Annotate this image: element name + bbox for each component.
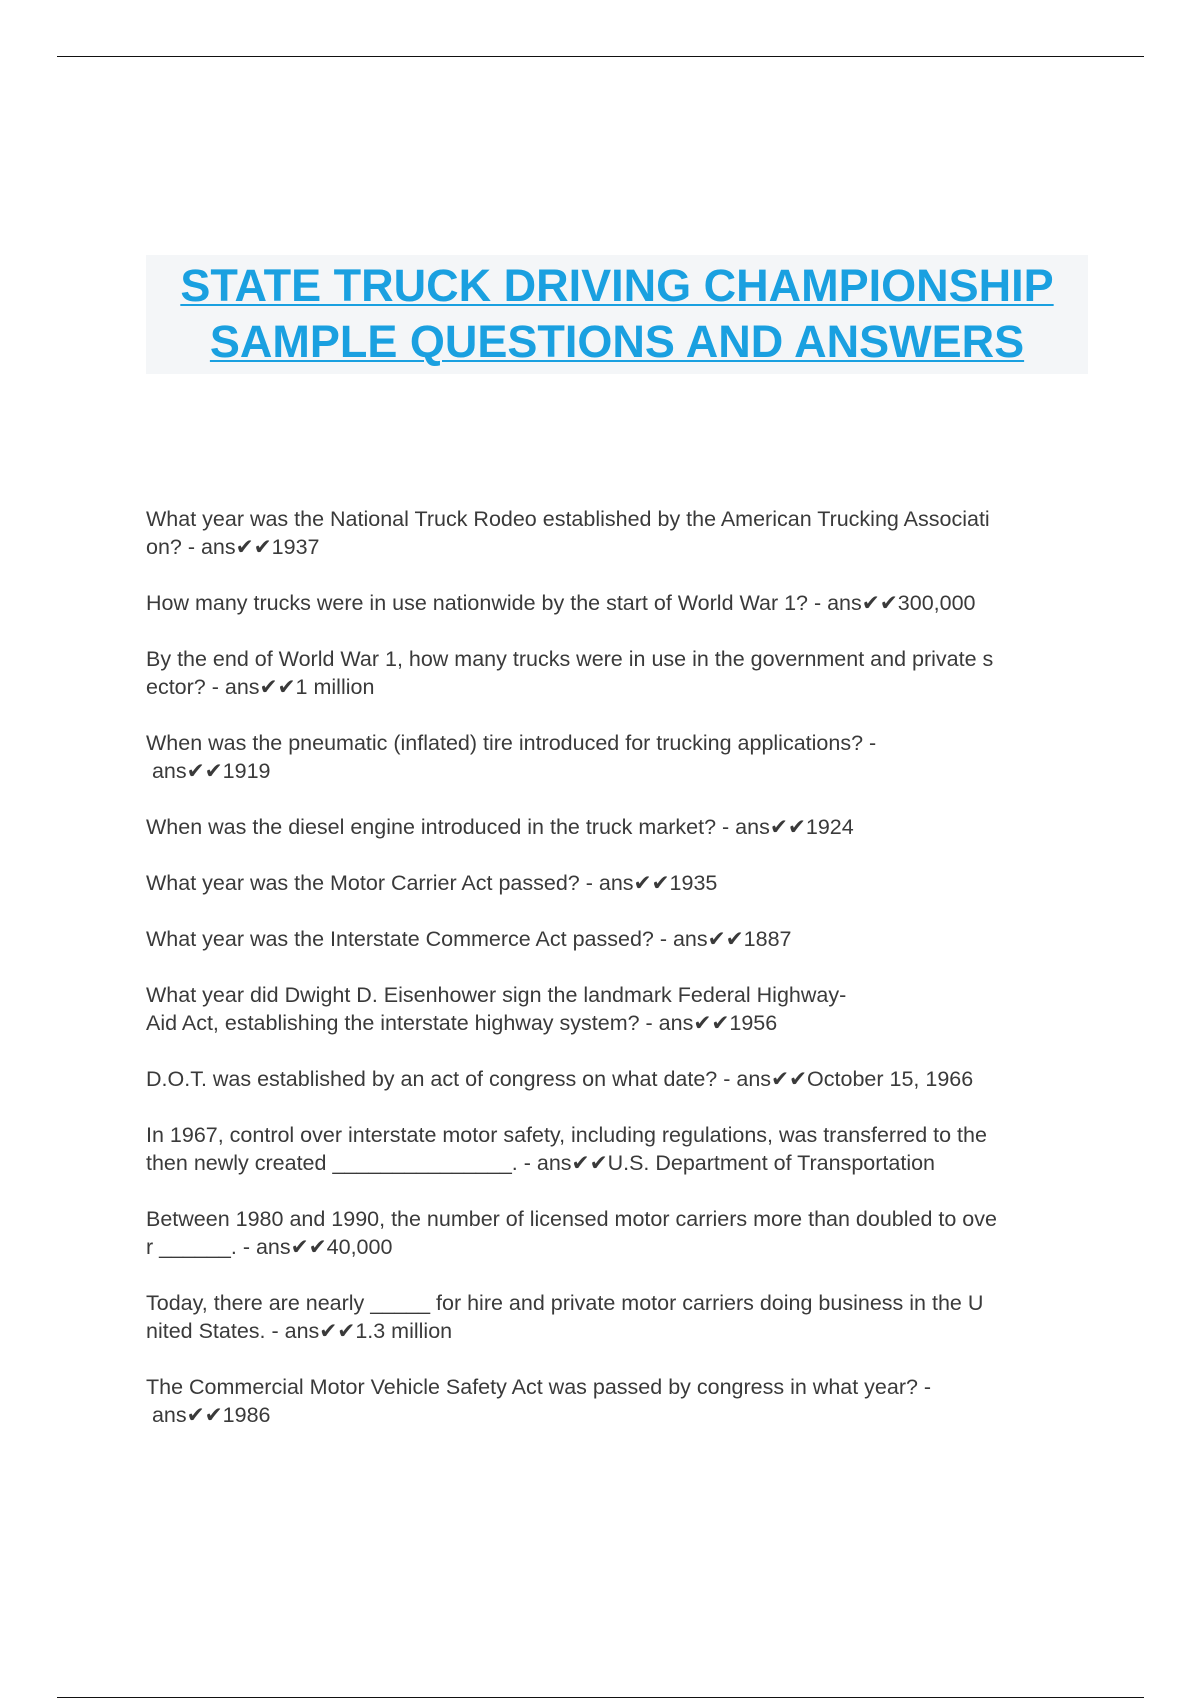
qa-line: When was the pneumatic (inflated) tire introduced for trucking applications? - xyxy=(146,731,877,755)
qa-line: Between 1980 and 1990, the number of licensed motor carriers more than doubled to ove xyxy=(146,1207,997,1231)
qa-item xyxy=(146,1121,1096,1177)
qa-line: Today, there are nearly _____ for hire and private motor carriers doing business in the U xyxy=(146,1291,984,1315)
qa-item xyxy=(146,1289,1096,1345)
bottom-rule xyxy=(57,1697,1144,1698)
qa-line: In 1967, control over interstate motor safety, including regulations, was transferred to the xyxy=(146,1123,987,1147)
qa-line: How many trucks were in use nationwide by the start of World War 1? - ans✔✔300,000 xyxy=(146,591,976,615)
qa-line: on? - ans✔✔1937 xyxy=(146,535,320,559)
qa-item xyxy=(146,645,1096,701)
qa-line: What year was the National Truck Rodeo established by the American Trucking Associati xyxy=(146,507,990,531)
qa-item xyxy=(146,589,1096,617)
qa-line: nited States. - ans✔✔1.3 million xyxy=(146,1319,453,1343)
qa-item xyxy=(146,869,1096,897)
qa-line: What year was the Motor Carrier Act passed? - ans✔✔1935 xyxy=(146,871,718,895)
qa-item xyxy=(146,925,1096,953)
qa-line: D.O.T. was established by an act of congress on what date? - ans✔✔October 15, 1966 xyxy=(146,1067,974,1091)
qa-item xyxy=(146,1205,1096,1261)
title-line-1: STATE TRUCK DRIVING CHAMPIONSHIP xyxy=(180,260,1054,311)
qa-line: r ______. - ans✔✔40,000 xyxy=(146,1235,393,1259)
qa-item xyxy=(146,729,1096,785)
qa-line: ector? - ans✔✔1 million xyxy=(146,675,375,699)
top-rule xyxy=(57,56,1144,57)
qa-item xyxy=(146,981,1096,1037)
qa-line: then newly created _______________. - ans✔✔U.S. Department of Transportation xyxy=(146,1151,936,1175)
qa-line: Aid Act, establishing the interstate highway system? - ans✔✔1956 xyxy=(146,1011,778,1035)
qa-line: When was the diesel engine introduced in the truck market? - ans✔✔1924 xyxy=(146,815,854,839)
qa-line: ans✔✔1919 xyxy=(146,759,271,783)
qa-item xyxy=(146,1065,1096,1093)
qa-item xyxy=(146,1373,1096,1429)
qa-line: ans✔✔1986 xyxy=(146,1403,271,1427)
qa-line: What year did Dwight D. Eisenhower sign the landmark Federal Highway- xyxy=(146,983,847,1007)
qa-list xyxy=(146,505,1096,1457)
qa-line: By the end of World War 1, how many trucks were in use in the government and private s xyxy=(146,647,994,671)
title-line-2: SAMPLE QUESTIONS AND ANSWERS xyxy=(209,316,1025,367)
qa-item xyxy=(146,505,1096,561)
document-title xyxy=(146,255,1088,374)
qa-item xyxy=(146,813,1096,841)
qa-line: What year was the Interstate Commerce Act passed? - ans✔✔1887 xyxy=(146,927,792,951)
qa-line: The Commercial Motor Vehicle Safety Act was passed by congress in what year? - xyxy=(146,1375,932,1399)
